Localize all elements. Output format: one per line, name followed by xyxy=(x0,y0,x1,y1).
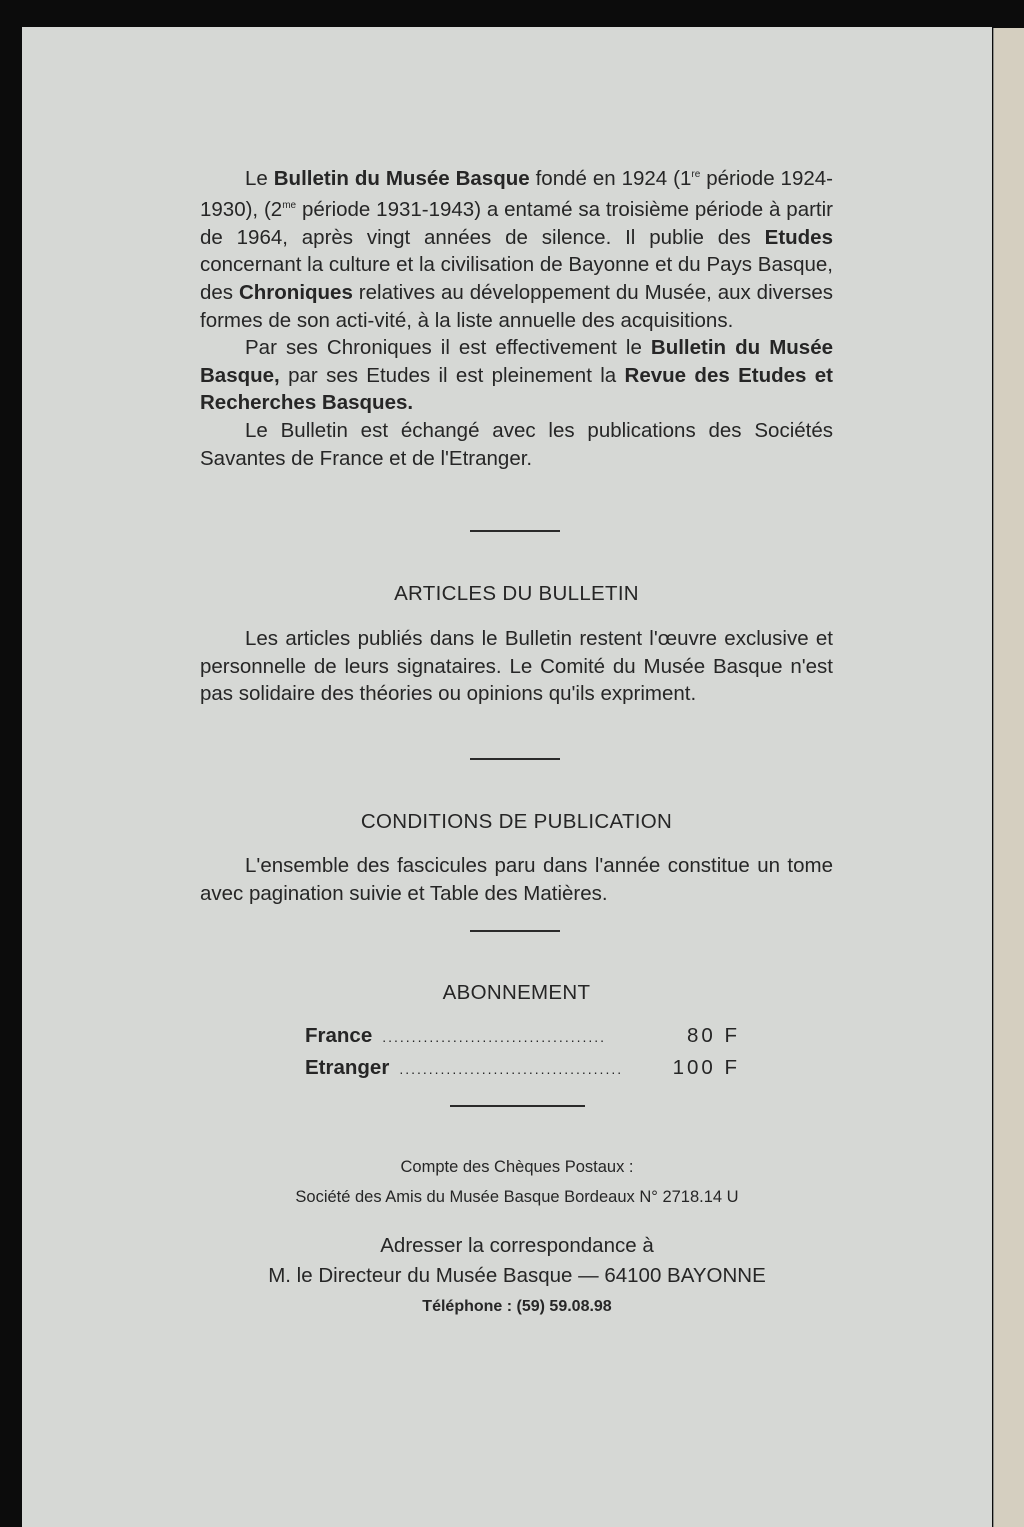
intro-paragraph-2: Par ses Chroniques il est effectivement le Bulletin du Musée Basque, par ses Etudes il est pleinement la Revue des Etudes et Recherches Basques. xyxy=(200,336,834,415)
conditions-text: L'ensemble des fascicules paru dans l'année constitue un tome avec pagination suivie et Table des Matières. xyxy=(200,854,833,905)
leader-dots: ...................................... xyxy=(382,1029,607,1045)
abonnement-heading: ABONNEMENT xyxy=(442,981,591,1004)
next-page-edge xyxy=(993,28,1024,1527)
leader-dots: ...................................... xyxy=(399,1061,624,1077)
intro-paragraph-1: Le Bulletin du Musée Basque fondé en 1924 (1re période 1924-1930), ($2^{me}$ période 1931-1943) a entamé sa troisième période à partir de 1964, après vingt années de silence. Il publie des Etudes concernant la culture et la civilisation de Bayonne et du Pays Basque, des Chroniques relatives au développement du Musée, aux diverses formes de son acti-vité, à la liste annuelle des acquisitions. xyxy=(200,166,833,332)
price-row-france xyxy=(305,1024,740,1048)
divider xyxy=(470,758,560,760)
intro-text xyxy=(200,161,833,472)
articles-heading: ARTICLES DU BULLETIN xyxy=(394,582,639,605)
address-line-1: Adresser la correspondance à xyxy=(380,1234,654,1257)
price-label: France xyxy=(305,1024,373,1047)
cheques-title: Compte des Chèques Postaux : xyxy=(400,1158,634,1176)
intro-paragraph-3: Le Bulletin est échangé avec les publications des Sociétés Savantes de France et de l'Etranger. xyxy=(200,419,833,470)
divider xyxy=(470,930,560,932)
divider xyxy=(470,530,560,532)
cheques-account: Société des Amis du Musée Basque Bordeaux N° 2718.14 U xyxy=(295,1188,739,1206)
price-label: Etranger xyxy=(305,1056,390,1079)
divider xyxy=(450,1105,585,1107)
price-value: 80 F xyxy=(686,1024,740,1047)
price-row-etranger xyxy=(305,1056,740,1080)
articles-text: Les articles publiés dans le Bulletin restent l'œuvre exclusive et personnelle de leurs signataires. Le Comité du Musée Basque n'est pas solidaire des théories ou opinions qu'ils expriment. xyxy=(200,627,833,706)
conditions-heading: CONDITIONS DE PUBLICATION xyxy=(360,810,673,833)
price-value: 100 F xyxy=(672,1056,740,1079)
phone: Téléphone : (59) 59.08.98 xyxy=(422,1298,612,1315)
address-line-2: M. le Directeur du Musée Basque — 64100 BAYONNE xyxy=(268,1264,766,1287)
